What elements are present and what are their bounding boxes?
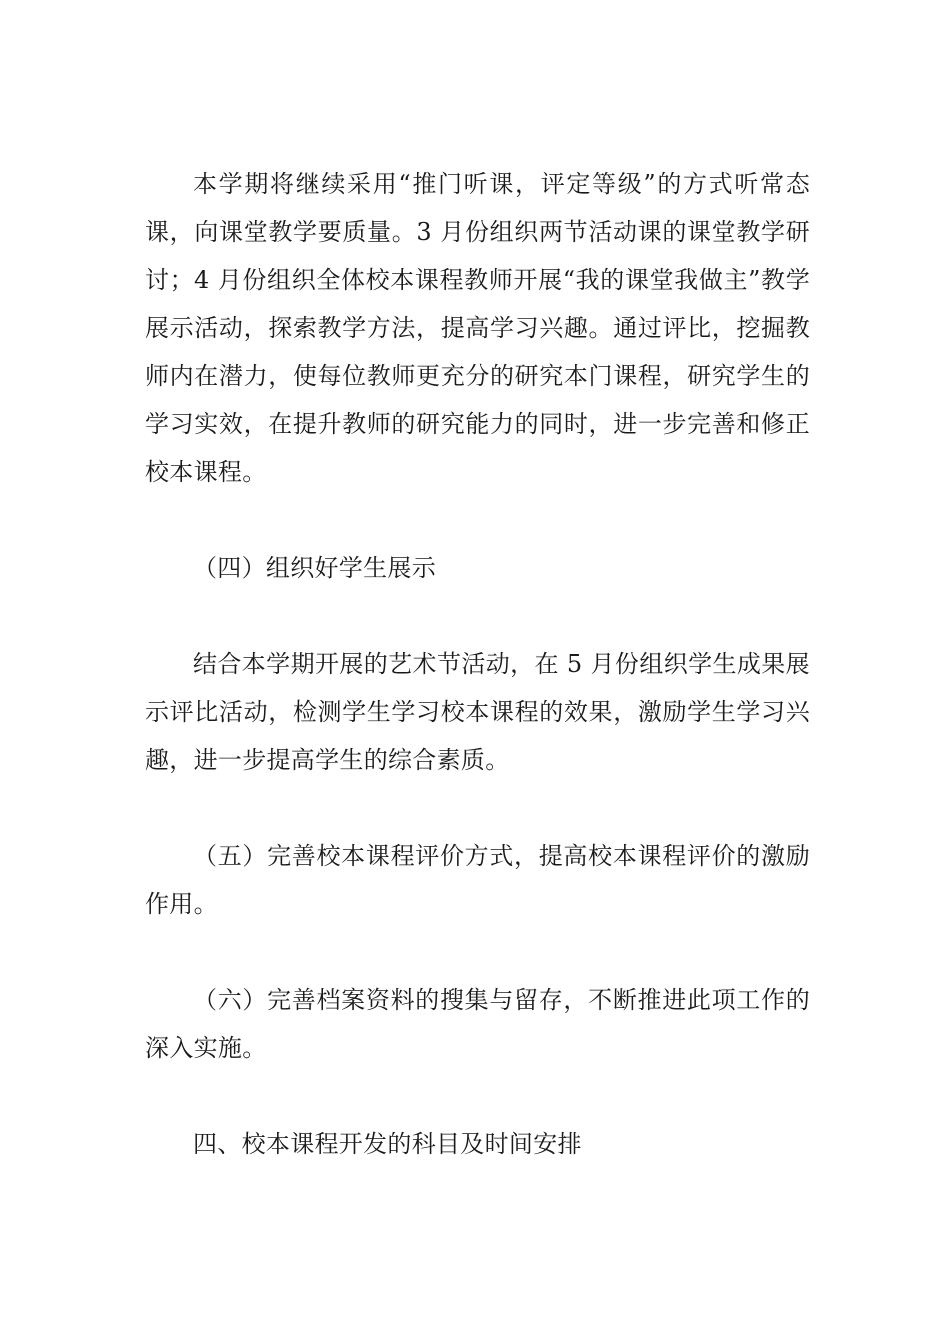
heading-subjects-schedule: 四、校本课程开发的科目及时间安排 bbox=[193, 1130, 582, 1158]
heading-student-showcase: （四）组织好学生展示 bbox=[193, 554, 436, 582]
paragraph-archive-records: （六）完善档案资料的搜集与留存，不断推进此项工作的深入实施。 bbox=[145, 986, 810, 1062]
paragraph-evaluation-method: （五）完善校本课程评价方式，提高校本课程评价的激励作用。 bbox=[145, 842, 810, 918]
paragraph-art-festival: 结合本学期开展的艺术节活动，在 5 月份组织学生成果展示评比活动，检测学生学习校本课程的效果，激励学生学习兴趣，进一步提高学生的综合素质。 bbox=[145, 650, 810, 774]
document-body bbox=[145, 160, 810, 1168]
paragraph-observation-lessons: 本学期将继续采用“推门听课，评定等级”的方式听常态课，向课堂教学要质量。3 月份组织两节活动课的课堂教学研讨；4 月份组织全体校本课程教师开展“我的课堂我做主”教学展示活动，探索教学方法，提高学习兴趣。通过评比，挖掘教师内在潜力，使每位教师更充分的研究本门课程，研究学生的学习实效，在提升教师的研究能力的同时，进一步完善和修正校本课程。 bbox=[145, 170, 810, 486]
